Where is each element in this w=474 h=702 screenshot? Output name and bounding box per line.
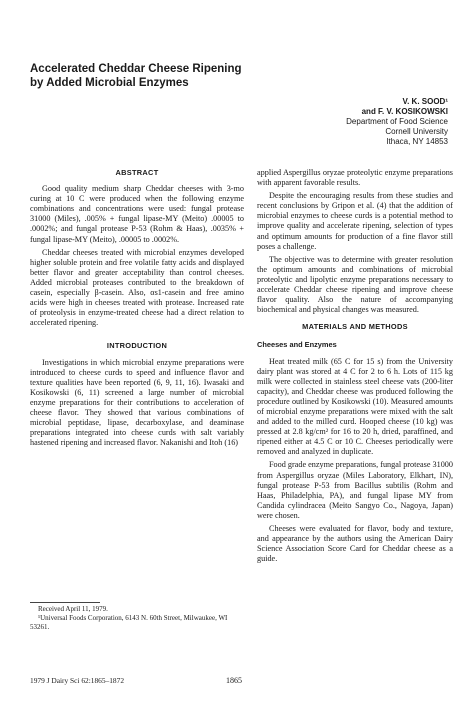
page-number: 1865	[226, 676, 242, 685]
right-paragraph-3: The objective was to determine with greater resolution the optimum amounts and combinations of microbial proteolytic and lipolytic enzyme preparations necessary to accelerate Cheddar cheese ripening and improve cheese flavor quality. Also the nature of accompanying biochemical and physical changes was measured.	[257, 254, 453, 315]
abstract-heading: ABSTRACT	[115, 168, 159, 177]
footnotes	[30, 605, 244, 632]
title-line-1: Accelerated Cheddar Cheese Ripening	[30, 63, 242, 75]
left-column	[30, 168, 244, 451]
department: Department of Food Science	[346, 117, 448, 126]
received-date: Received April 11, 1979.	[38, 605, 108, 613]
author-2: and F. V. KOSIKOWSKI	[361, 107, 448, 116]
right-column	[257, 168, 453, 567]
methods-paragraph-3: Cheeses were evaluated for flavor, body and texture, and appearance by the authors using the American Dairy Science Association Score Card for Cheddar cheese as a guide.	[257, 524, 453, 564]
abstract-paragraph-1: Good quality medium sharp Cheddar cheeses with 3-mo curing at 10 C were produced when the following enzyme combinations and concentrations were used: fungal protease 31000 (Miles), .005% + fungal lipase-MY (Meito) .00005 to .0002%; and fungal protease P-53 (Rohm & Haas), .0035% + fungal lipase-MY (Meito), .00005 to .0002%.	[30, 184, 244, 244]
author-block	[248, 97, 448, 147]
cheeses-enzymes-subheading: Cheeses and Enzymes	[257, 340, 337, 350]
introduction-paragraph-1: Investigations in which microbial enzyme preparations were introduced to cheese curds to speed and influence flavor and texture qualities have been reported (6, 9, 11, 16). Iwasaki and Kosikowski (6, 11) screened a large number of microbial enzyme preparations for their contributions to acceleration of cheese flavor. They showed that various combinations of microbial peptidase, lipase, decarboxylase, and deaminase preparations integrated into cheese curds with salt variably hastened ripening and increased flavor. Nakanishi and Itoh (16)	[30, 357, 244, 448]
methods-heading: MATERIALS AND METHODS	[302, 322, 408, 332]
footnote-affiliation: ¹Universal Foods Corporation, 6143 N. 60th Street, Milwaukee, WI 53261.	[30, 614, 228, 631]
methods-paragraph-2: Food grade enzyme preparations, fungal protease 31000 from Aspergillus oryzae (Miles Laboratory, Elkhart, IN), fungal protease P-53 from Bacillus subtilis (Rohm and Haas, Philadelphia, PA), and fungal lipase MY from Candida cylindracea (Meito Sangyo Co., Nagoya, Japan) were chosen.	[257, 460, 453, 520]
right-paragraph-2: Despite the encouraging results from these studies and recent conclusions by Gripon et al. (4) that the addition of microbial enzymes to cheese curds is a potential method to improve quality and accelerate ripening, selection of types and optimum amounts for production of a fine flavor still poses a challenge.	[257, 191, 453, 251]
abstract-paragraph-2: Cheddar cheeses treated with microbial enzymes developed higher soluble protein and free volatile fatty acids and displayed better flavor and greater acceptability than control cheeses. Added microbial proteases contributed to the breakdown of casein, especially β-casein. Also, αs1-casein and free amino acids were high in cheeses treated with protease. Increased rate of proteolysis in enzyme-treated cheese had a direct relation to accelerated ripening.	[30, 247, 244, 328]
city: Ithaca, NY 14853	[386, 137, 448, 146]
author-1: V. K. SOOD¹	[402, 97, 448, 106]
introduction-heading: INTRODUCTION	[106, 341, 168, 351]
methods-paragraph-1: Heat treated milk (65 C for 15 s) from the University dairy plant was stored at 4 C for 2 to 6 h. Lots of 115 kg milk were collected in stainless steel cheese vats (200-liter capacity), and Cheddar cheese was produced following the procedure outlined by Kosikowski (10). Measured amounts of microbial enzyme preparations were mixed with the salt and added to the milled curd. Hooped cheese (10 kg) was pressed at 2.8 kg/cm² for 16 to 20 h, dried, paraffined, and ripened either at 4.5 C or 10 C. Cheeses periodically were removed and analyzed in duplicate.	[257, 356, 453, 457]
journal-citation: 1979 J Dairy Sci 62:1865–1872	[30, 676, 125, 685]
footnote-divider	[30, 602, 100, 603]
university: Cornell University	[385, 127, 448, 136]
article-title	[30, 62, 290, 90]
right-paragraph-1: applied Aspergillus oryzae proteolytic enzyme preparations with apparent favorable results.	[257, 168, 453, 188]
title-line-2: by Added Microbial Enzymes	[30, 77, 189, 89]
